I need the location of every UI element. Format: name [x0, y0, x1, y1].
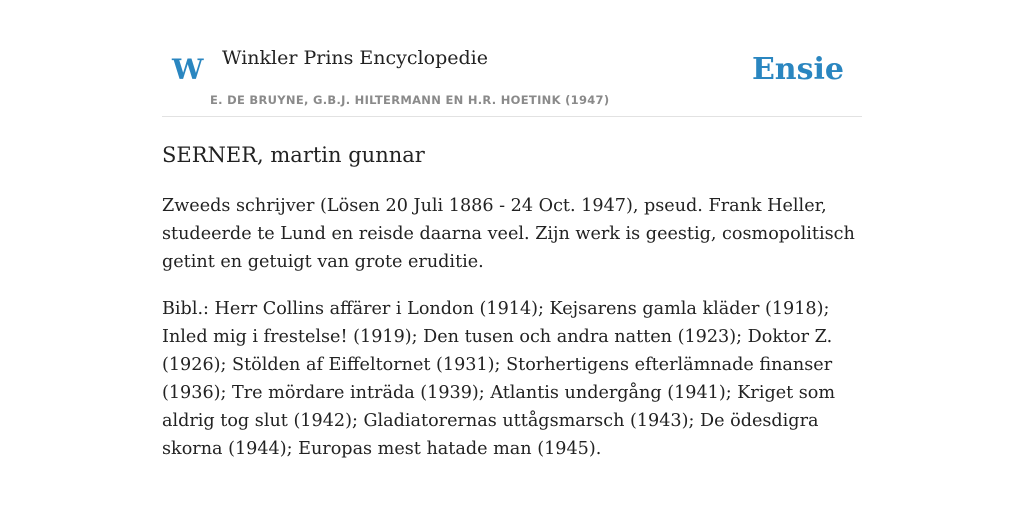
byline: E. DE BRUYNE, G.B.J. HILTERMANN EN H.R. HOETINK (1947) [210, 93, 610, 107]
entry-content [162, 192, 862, 482]
entry-title: SERNER, martin gunnar [162, 143, 425, 167]
site-logo[interactable]: W [172, 53, 204, 86]
site-header [162, 40, 862, 117]
entry-bibliography: Bibl.: Herr Collins affärer i London (1914); Kejsarens gamla kläder (1918); Inled mig i frestelse! (1919); Den tusen och andra natten (1923); Doktor Z. (1926); Stölden af Eiffeltornet (1931); Storhertigens efterlämnade finanser (1936); Tre mördare inträda (1939); Atlantis undergång (1941); Kriget som aldrig tog slut (1942); Gladiatorernas uttågsmarsch (1943); De ödesdigra skorna (1944); Europas mest hatade man (1945). [162, 299, 836, 459]
site-title[interactable]: Winkler Prins Encyclopedie [222, 47, 488, 69]
entry-paragraph: Zweeds schrijver (Lösen 20 Juli 1886 - 24 Oct. 1947), pseud. Frank Heller, studeerde te Lund en reisde daarna veel. Zijn werk is geestig, cosmopolitisch getint en getuigt van grote eruditie. [162, 196, 855, 272]
brand-logo[interactable]: Ensie [751, 52, 844, 87]
